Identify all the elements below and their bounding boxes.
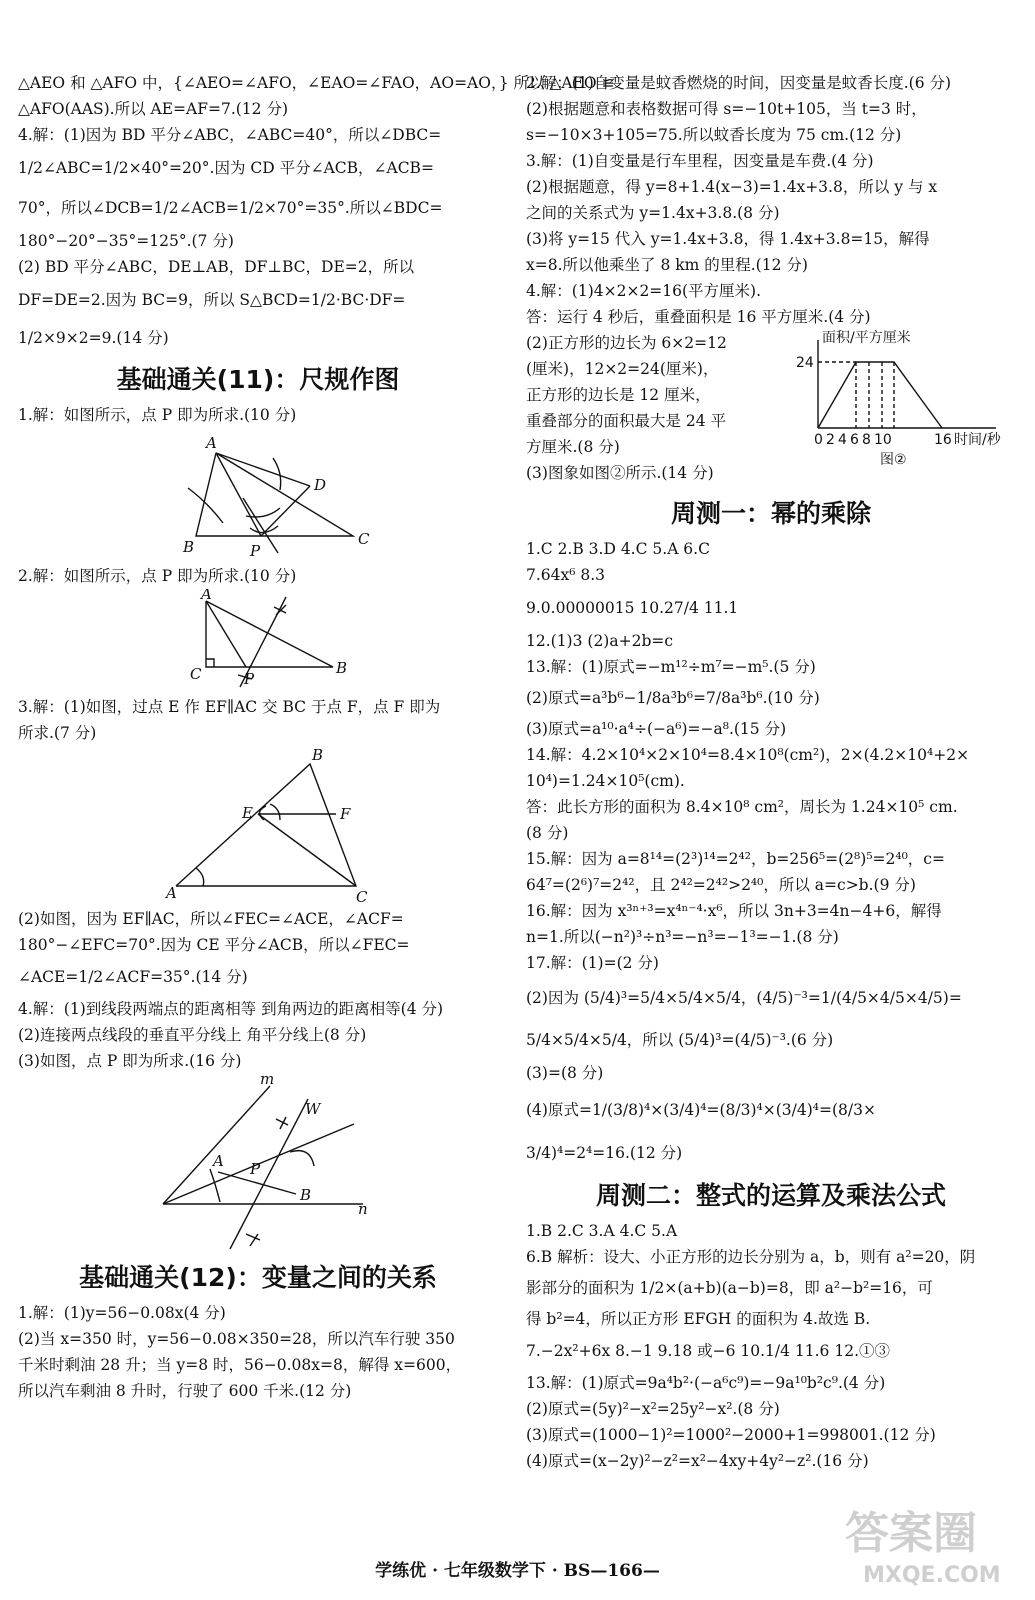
text-line: 180°−∠EFC=70°.因为 CE 平分∠ACB，所以∠FEC= bbox=[18, 936, 410, 954]
graph-ylabel: 面积/平方厘米 bbox=[822, 330, 911, 346]
point-label: m bbox=[260, 1074, 275, 1088]
x-tick: 16 bbox=[934, 432, 952, 448]
text-line: n=1.所以(−n²)³÷n³=−n³=−1³=−1.(8 分) bbox=[526, 928, 839, 946]
text-line: 180°−20°−35°=125°.(7 分) bbox=[18, 232, 234, 250]
text-line: 影部分的面积为 1/2×(a+b)(a−b)=8，即 a²−b²=16，可 bbox=[526, 1279, 933, 1297]
graph-xlabel: 时间/秒 bbox=[954, 432, 1001, 448]
text-line: 答：运行 4 秒后，重叠面积是 16 平方厘米.(4 分) bbox=[526, 308, 871, 326]
point-label: F bbox=[340, 805, 351, 823]
text-line: (2)根据题意，得 y=8+1.4(x−3)=1.4x+3.8，所以 y 与 x bbox=[526, 178, 938, 196]
text-line: 所求.(7 分) bbox=[18, 724, 97, 742]
x-tick: 6 bbox=[850, 432, 859, 448]
text-line: (2)连接两点线段的垂直平分线上 角平分线上(8 分) bbox=[18, 1026, 367, 1044]
text-line: △AEO 和 △AFO 中，{∠AEO=∠AFO，∠EAO=∠FAO，AO=AO，} 所以 △AEO ≌ bbox=[18, 74, 615, 92]
point-label: P bbox=[250, 542, 261, 560]
text-line: 答：此长方形的面积为 8.4×10⁸ cm²，周长为 1.24×10⁵ cm. bbox=[526, 798, 958, 816]
text-line: 64⁷=(2⁶)⁷=2⁴²，且 2⁴²=2⁴²>2⁴⁰，所以 a=c>b.(9 分) bbox=[526, 876, 916, 894]
figure-3-construction bbox=[18, 746, 498, 906]
text-line: 千米时剩油 28 升；当 y=8 时，56−0.08x=8，解得 x=600， bbox=[18, 1356, 462, 1374]
x-tick: 4 bbox=[838, 432, 847, 448]
point-label: A bbox=[166, 884, 177, 902]
point-label: B bbox=[300, 1186, 312, 1204]
text-line: (2)原式=a³b⁶−1/8a³b⁶=7/8a³b⁶.(10 分) bbox=[526, 689, 820, 707]
text-line: 6.B 解析：设大、小正方形的边长分别为 a，b，则有 a²=20，阴 bbox=[526, 1248, 976, 1266]
section-title: 基础通关(12)：变量之间的关系 bbox=[79, 1263, 437, 1292]
text-line: 13.解：(1)原式=9a⁴b²·(−a⁶c⁹)=−9a¹⁰b²c⁹.(4 分) bbox=[526, 1374, 886, 1392]
text-line: 1.解：如图所示，点 P 即为所求.(10 分) bbox=[18, 406, 297, 424]
right-column bbox=[526, 70, 1016, 1474]
text-line: 7.−2x²+6x 8.−1 9.18 或−6 10.1/4 11.6 12.①③ bbox=[526, 1342, 891, 1360]
text-line: (4)原式=1/(3/8)⁴×(3/4)⁴=(8/3)⁴×(3/4)⁴=(8/3× bbox=[526, 1101, 876, 1119]
text-line: 7.64x⁶ 8.3 bbox=[526, 566, 606, 584]
text-line: 4.解：(1)到线段两端点的距离相等 到角两边的距离相等(4 分) bbox=[18, 1000, 444, 1018]
text-line: 17.解：(1)=(2 分) bbox=[526, 954, 659, 972]
text-line: 12.(1)3 (2)a+2b=c bbox=[526, 632, 674, 650]
text-line: (3)如图，点 P 即为所求.(16 分) bbox=[18, 1052, 242, 1070]
watermark-text: 答案圈 bbox=[845, 1508, 977, 1559]
text-line: 1.解：(1)y=56−0.08x(4 分) bbox=[18, 1304, 226, 1322]
text-line: 1/2×9×2=9.(14 分) bbox=[18, 329, 169, 347]
figure-1-construction bbox=[18, 428, 498, 563]
section-title: 周测一：幂的乘除 bbox=[670, 499, 871, 528]
text-line: 10⁴)=1.24×10⁵(cm). bbox=[526, 772, 685, 790]
point-label: A bbox=[206, 434, 217, 452]
text-line: 正方形的边长是 12 厘米， bbox=[526, 386, 711, 404]
x-tick: 8 bbox=[862, 432, 871, 448]
watermark-url: MXQE.COM bbox=[863, 1563, 1001, 1588]
text-line: 之间的关系式为 y=1.4x+3.8.(8 分) bbox=[526, 204, 780, 222]
area-time-graph bbox=[796, 330, 1011, 480]
section-title: 周测二：整式的运算及乘法公式 bbox=[595, 1181, 946, 1210]
text-line: 9.0.00000015 10.27/4 11.1 bbox=[526, 599, 739, 617]
text-line: (4)原式=(x−2y)²−z²=x²−4xy+4y²−z².(16 分) bbox=[526, 1452, 869, 1470]
text-line: 13.解：(1)原式=−m¹²÷m⁷=−m⁵.(5 分) bbox=[526, 658, 816, 676]
text-line: (3)将 y=15 代入 y=1.4x+3.8，得 1.4x+3.8=15，解得 bbox=[526, 230, 930, 248]
text-line: (2)根据题意和表格数据可得 s=−10t+105，当 t=3 时， bbox=[526, 100, 927, 118]
text-line: △AFO(AAS).所以 AE=AF=7.(12 分) bbox=[18, 100, 288, 118]
section-title: 基础通关(11)：尺规作图 bbox=[116, 365, 400, 394]
text-line: (3)原式=a¹⁰·a⁴÷(−a⁶)=−a⁸.(15 分) bbox=[526, 720, 787, 738]
graph-block bbox=[526, 330, 1016, 490]
text-line: 3/4)⁴=2⁴=16.(12 分) bbox=[526, 1144, 683, 1162]
point-label: C bbox=[356, 888, 368, 906]
text-line: 70°，所以∠DCB=1/2∠ACB=1/2×70°=35°.所以∠BDC= bbox=[18, 199, 443, 217]
figure-4-construction bbox=[18, 1074, 498, 1254]
text-line: 3.解：(1)如图，过点 E 作 EF∥AC 交 BC 于点 F，点 F 即为 bbox=[18, 698, 441, 716]
text-line: 1/2∠ABC=1/2×40°=20°.因为 CD 平分∠ACB，∠ACB= bbox=[18, 159, 434, 177]
text-line: (2)如图，因为 EF∥AC，所以∠FEC=∠ACE，∠ACF= bbox=[18, 910, 404, 928]
text-line: ∠ACE=1/2∠ACF=35°.(14 分) bbox=[18, 968, 248, 986]
text-line: DF=DE=2.因为 BC=9，所以 S△BCD=1/2·BC·DF= bbox=[18, 291, 406, 309]
text-line: (3)图象如图②所示.(14 分) bbox=[526, 464, 714, 482]
page-footer: 学练优 · 七年级数学下 · BS—166— bbox=[375, 1561, 660, 1581]
point-label: A bbox=[213, 1152, 224, 1170]
text-line: 4.解：(1)因为 BD 平分∠ABC，∠ABC=40°，所以∠DBC= bbox=[18, 126, 442, 144]
text-line: (2)正方形的边长为 6×2=12 bbox=[526, 334, 727, 352]
watermark-logo bbox=[825, 1490, 1015, 1590]
text-line: 14.解：4.2×10⁴×2×10⁴=8.4×10⁸(cm²)，2×(4.2×10⁴+2× bbox=[526, 746, 970, 764]
text-line: 重叠部分的面积最大是 24 平 bbox=[526, 412, 727, 430]
text-line: s=−10×3+105=75.所以蚊香长度为 75 cm.(12 分) bbox=[526, 126, 902, 144]
text-line: 5/4×5/4×5/4，所以 (5/4)³=(4/5)⁻³.(6 分) bbox=[526, 1031, 834, 1049]
point-label: P bbox=[250, 1160, 261, 1178]
text-line: (厘米)，12×2=24(厘米)， bbox=[526, 360, 719, 378]
text-line: (2)原式=(5y)²−x²=25y²−x².(8 分) bbox=[526, 1400, 780, 1418]
text-line: 方厘米.(8 分) bbox=[526, 438, 620, 456]
text-line: (8 分) bbox=[526, 824, 569, 842]
text-line: 2.解：如图所示，点 P 即为所求.(10 分) bbox=[18, 567, 297, 585]
text-line: 1.B 2.C 3.A 4.C 5.A bbox=[526, 1222, 678, 1240]
text-line: (2)当 x=350 时，y=56−0.08×350=28，所以汽车行驶 350 bbox=[18, 1330, 455, 1348]
text-line: 3.解：(1)自变量是行车里程，因变量是车费.(4 分) bbox=[526, 152, 874, 170]
text-line: 所以汽车剩油 8 升时，行驶了 600 千米.(12 分) bbox=[18, 1382, 352, 1400]
text-line: x=8.所以他乘坐了 8 km 的里程.(12 分) bbox=[526, 256, 808, 274]
figure-2-construction bbox=[18, 589, 498, 694]
text-line: (3)原式=(1000−1)²=1000²−2000+1=998001.(12 分) bbox=[526, 1426, 936, 1444]
graph-y-tick: 24 bbox=[796, 355, 814, 371]
graph-caption: 图② bbox=[880, 452, 907, 468]
point-label: E bbox=[242, 804, 253, 822]
point-label: B bbox=[336, 659, 348, 677]
point-label: A bbox=[201, 589, 212, 603]
point-label: W bbox=[305, 1100, 321, 1118]
text-line: (3)=(8 分) bbox=[526, 1064, 604, 1082]
point-label: B bbox=[312, 746, 324, 764]
text-line: (2) BD 平分∠ABC，DE⊥AB，DF⊥BC，DE=2，所以 bbox=[18, 258, 415, 276]
text-line: 2.解：(1)自变量是蚊香燃烧的时间，因变量是蚊香长度.(6 分) bbox=[526, 74, 952, 92]
text-line: 15.解：因为 a=8¹⁴=(2³)¹⁴=2⁴²，b=256⁵=(2⁸)⁵=2⁴⁰，c= bbox=[526, 850, 945, 868]
point-label: n bbox=[358, 1200, 368, 1218]
text-line: 16.解：因为 x³ⁿ⁺³=x⁴ⁿ⁻⁴·x⁶，所以 3n+3=4n−4+6，解得 bbox=[526, 902, 942, 920]
point-label: C bbox=[190, 665, 202, 683]
text-line: 4.解：(1)4×2×2=16(平方厘米). bbox=[526, 282, 762, 300]
text-line: (2)因为 (5/4)³=5/4×5/4×5/4，(4/5)⁻³=1/(4/5×4/5×4/5)= bbox=[526, 989, 962, 1007]
text-line: 得 b²=4，所以正方形 EFGH 的面积为 4.故选 B. bbox=[526, 1310, 871, 1328]
x-tick: 0 bbox=[814, 432, 823, 448]
x-tick: 2 bbox=[826, 432, 835, 448]
point-label: D bbox=[314, 476, 327, 494]
text-line: 1.C 2.B 3.D 4.C 5.A 6.C bbox=[526, 540, 710, 558]
point-label: P bbox=[244, 670, 255, 688]
x-tick: 10 bbox=[874, 432, 892, 448]
point-label: B bbox=[183, 538, 195, 556]
point-label: C bbox=[358, 530, 370, 548]
